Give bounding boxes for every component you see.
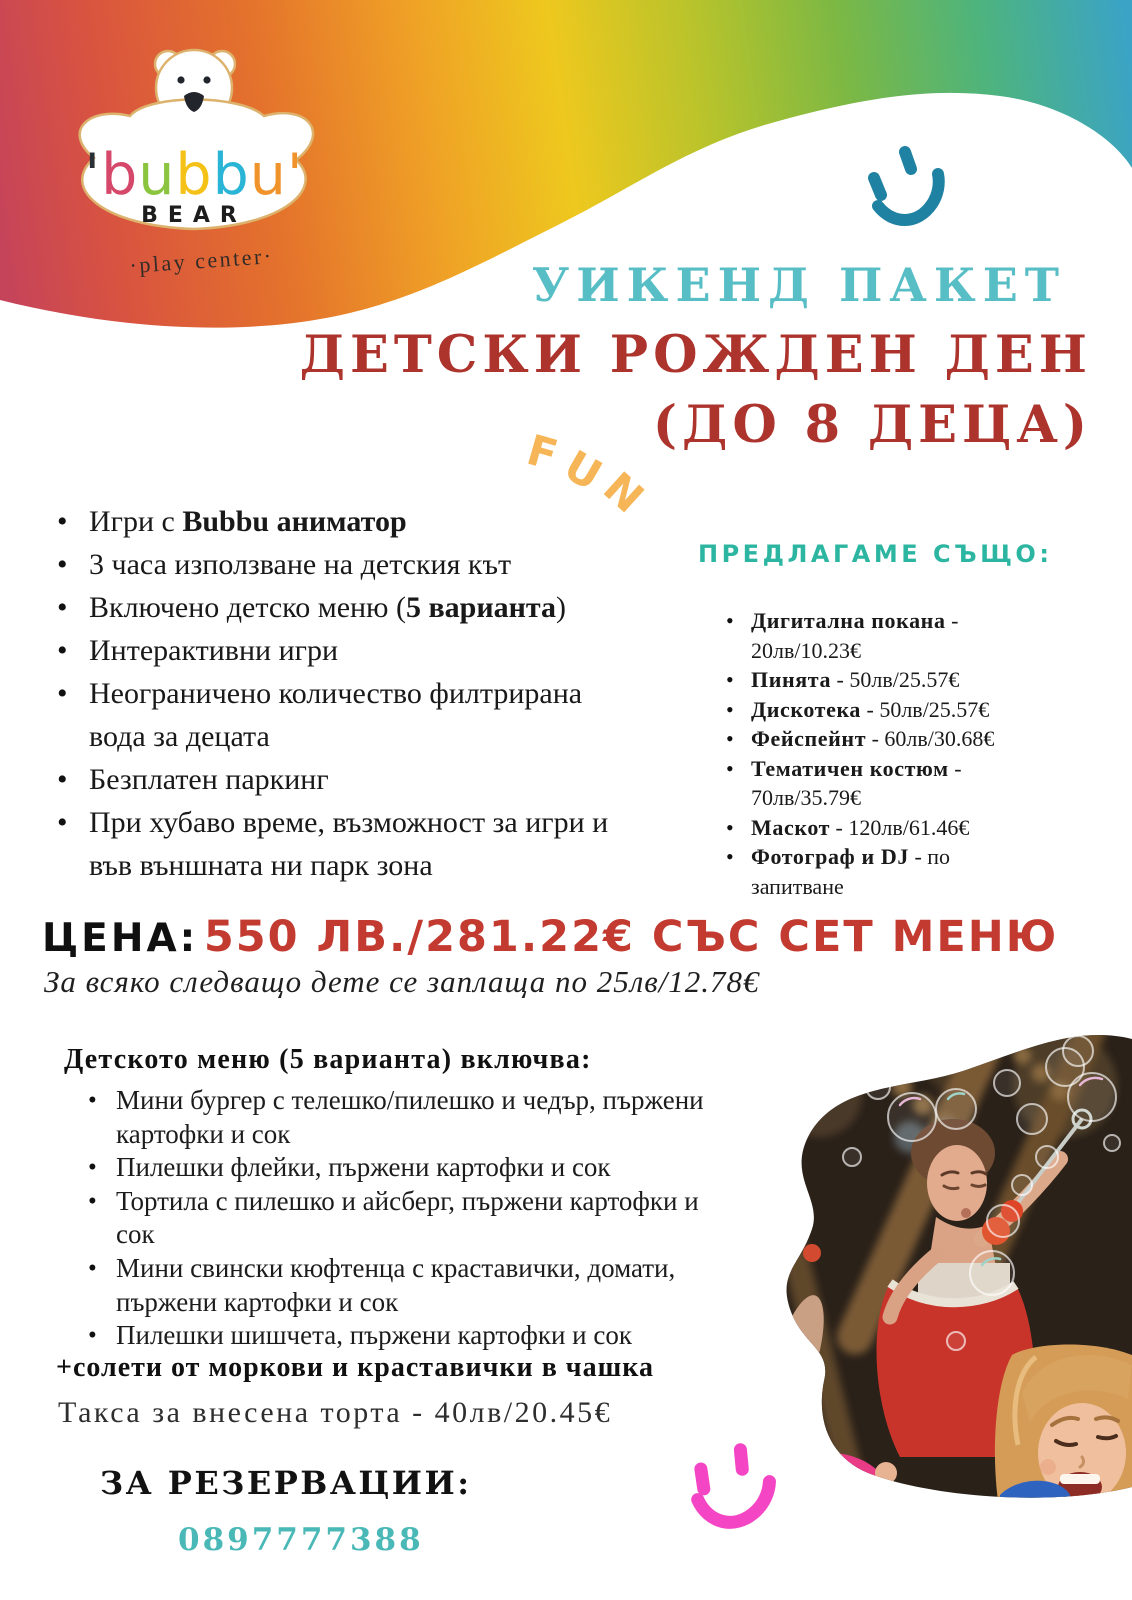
list-item: • Неограничено количество филтрирана вода за децата <box>55 672 633 758</box>
list-item: • Фотограф и DJ - по запитване <box>726 842 1044 901</box>
menu-heading: Детското меню (5 варианта) включва: <box>64 1044 592 1075</box>
list-item: • При хубаво време, възможност за игри и във външната ни парк зона <box>55 801 633 887</box>
list-item: • Пилешки шишчета, пържени картофки и сок <box>88 1319 720 1353</box>
offers-list <box>726 606 1044 901</box>
price-value: 550 ЛВ./281.22€ СЪС СЕТ МЕНЮ <box>203 912 1059 962</box>
brand-bear: BEAR <box>141 203 247 228</box>
list-item: • Дигитална покана - 20лв/10.23€ <box>726 606 1044 665</box>
title-up-to-8-kids: (ДО 8 ДЕЦА) <box>652 395 1092 455</box>
menu-extra: +солети от моркови и краставички в чашка <box>56 1352 654 1383</box>
reservations-heading: ЗА РЕЗЕРВАЦИИ: <box>100 1464 472 1502</box>
list-item: • Мини бургер с телешко/пилешко и чедър, пържени картофки и сок <box>88 1084 720 1151</box>
brand-bubbu: 'bubbu' <box>84 142 304 208</box>
menu-list <box>88 1084 720 1353</box>
list-item: • Маскот - 120лв/61.46€ <box>726 813 1044 843</box>
reservations-phone: 0897777388 <box>178 1522 424 1558</box>
list-item: • Пинята - 50лв/25.57€ <box>726 665 1044 695</box>
smiley-icon <box>860 142 952 234</box>
list-item: • Тортила с пилешко и айсберг, пържени картофки и сок <box>88 1185 720 1252</box>
list-item: • Дискотека - 50лв/25.57€ <box>726 695 1044 725</box>
list-item: • Мини свински кюфтенца с краставички, домати, пържени картофки и сок <box>88 1252 720 1319</box>
fun-letter: N <box>594 462 654 523</box>
list-item: • 3 часа използване на детския кът <box>55 543 633 586</box>
offers-heading: ПРЕДЛАГАМЕ СЪЩО: <box>698 540 1053 568</box>
list-item: • Фейспейнт - 60лв/30.68€ <box>726 724 1044 754</box>
list-item: • Игри с Bubbu аниматор <box>55 500 633 543</box>
list-item: • Безплатен паркинг <box>55 758 633 801</box>
header-titles <box>300 250 1092 460</box>
bear-eye-icon <box>177 76 184 83</box>
price-line <box>42 912 1082 962</box>
price-label: ЦЕНА: <box>42 916 199 961</box>
bear-eye-icon <box>203 76 210 83</box>
title-kids-birthday: ДЕТСКИ РОЖДЕН ДЕН <box>299 325 1092 385</box>
list-item: • Тематичен костюм - 70лв/35.79€ <box>726 754 1044 813</box>
list-item: • Пилешки флейки, пържени картофки и сок <box>88 1151 720 1185</box>
fun-letter: F <box>521 424 563 481</box>
party-photo <box>760 1025 1132 1515</box>
bubbu-bear-logo <box>34 36 394 286</box>
fun-letter: U <box>556 440 611 501</box>
list-item: • Включено детско меню (5 варианта) <box>55 586 633 629</box>
cake-fee: Такса за внесена торта - 40лв/20.45€ <box>58 1396 613 1429</box>
list-item: • Интерактивни игри <box>55 629 633 672</box>
price-note: За всяко следващо дете се заплаща по 25лв/12.78€ <box>44 964 760 999</box>
features-list <box>55 500 633 887</box>
title-weekend-package: УИКЕНД ПАКЕТ <box>531 258 1066 312</box>
brand-tagline: ·play center· <box>128 243 275 279</box>
